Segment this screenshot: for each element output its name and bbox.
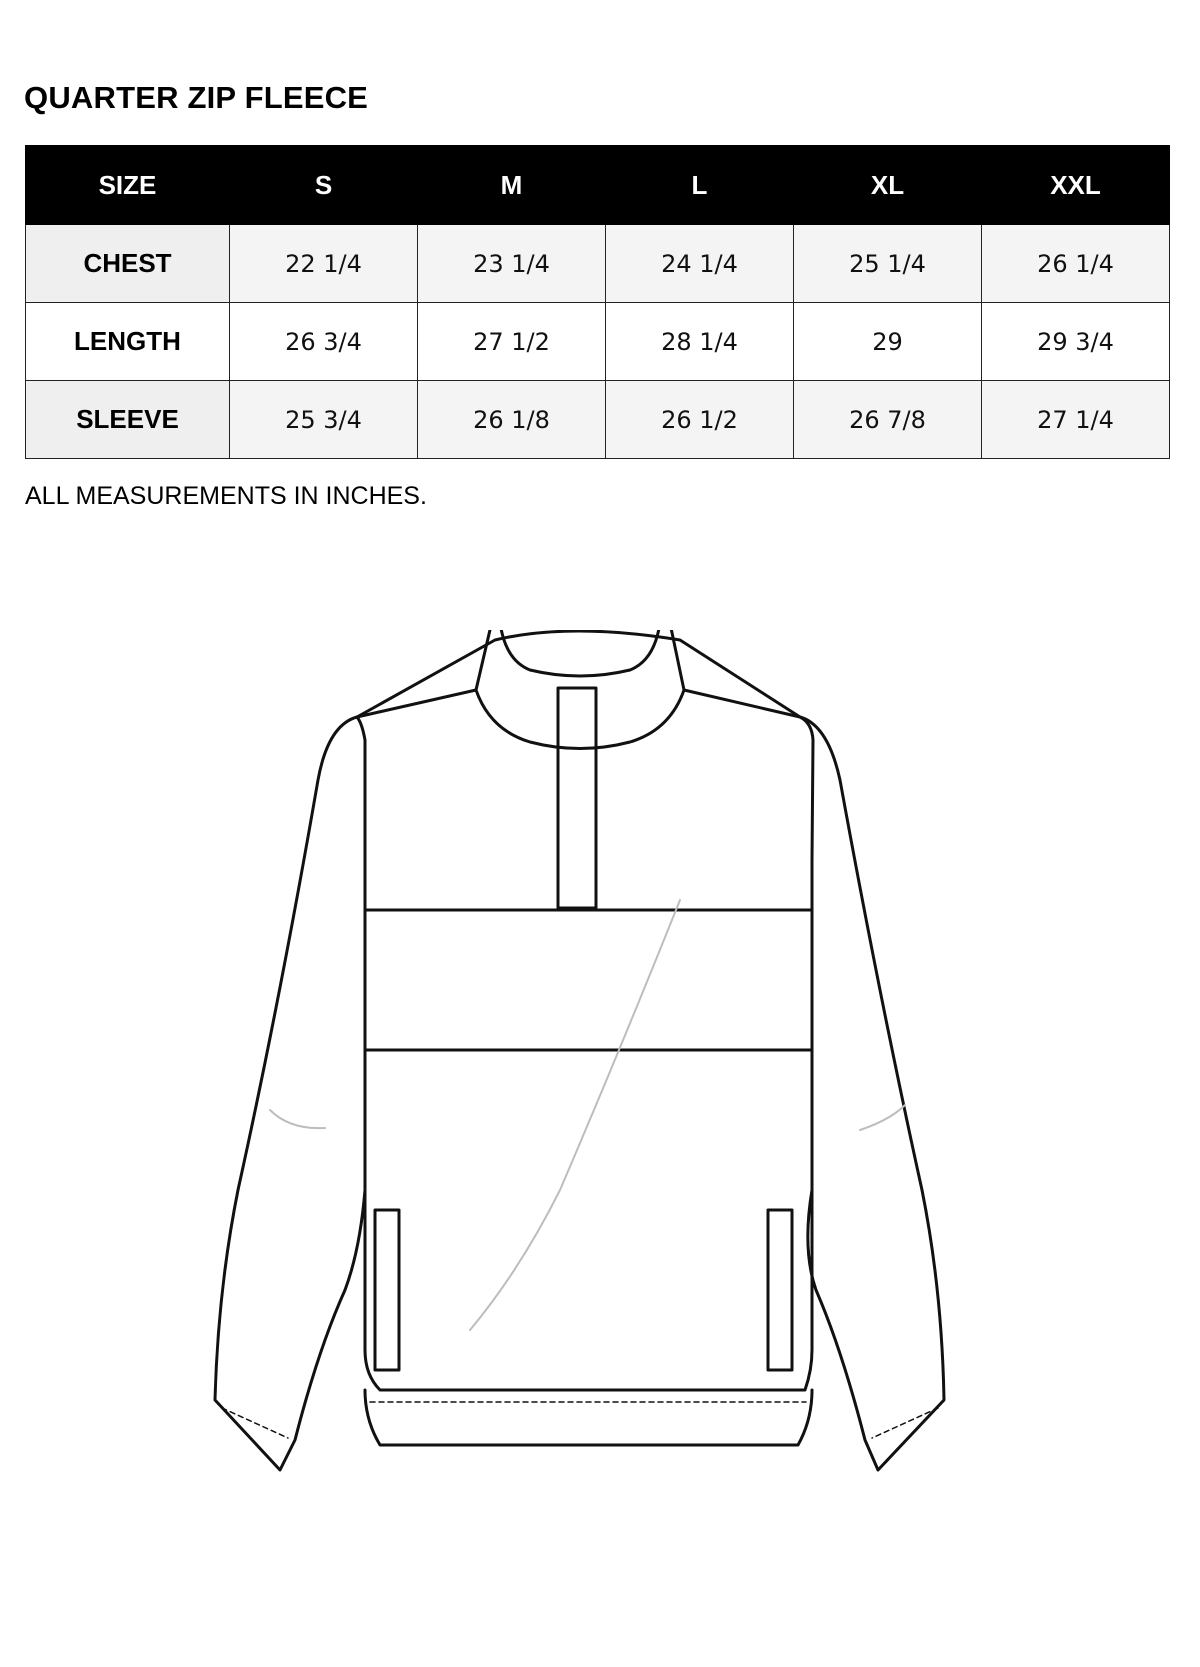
row-label-length: LENGTH [26, 303, 230, 381]
row-label-chest: CHEST [26, 225, 230, 303]
row-label-sleeve: SLEEVE [26, 381, 230, 459]
collar-inner [500, 630, 660, 676]
header-m: M [418, 146, 606, 225]
zip-placket [558, 688, 596, 908]
left-sleeve [215, 717, 365, 1470]
header-xxl: XXL [982, 146, 1170, 225]
page-title: QUARTER ZIP FLEECE [24, 80, 369, 115]
cell-chest-xxl: 26 1/4 [982, 225, 1170, 303]
hem-band [365, 1390, 812, 1445]
quarter-zip-fleece-flat-sketch-icon [200, 630, 1000, 1560]
cell-chest-l: 24 1/4 [606, 225, 794, 303]
header-l: L [606, 146, 794, 225]
cell-length-xxl: 29 3/4 [982, 303, 1170, 381]
cell-length-xl: 29 [794, 303, 982, 381]
cell-sleeve-xl: 26 7/8 [794, 381, 982, 459]
header-xl: XL [794, 146, 982, 225]
size-chart-table [25, 145, 1170, 459]
drape-highlight [470, 900, 680, 1330]
right-pocket [768, 1210, 792, 1370]
cell-length-l: 28 1/4 [606, 303, 794, 381]
table-row-length [26, 303, 1170, 381]
table-header-row [26, 146, 1170, 225]
cell-sleeve-xxl: 27 1/4 [982, 381, 1170, 459]
cell-sleeve-m: 26 1/8 [418, 381, 606, 459]
cell-sleeve-s: 25 3/4 [230, 381, 418, 459]
cell-chest-xl: 25 1/4 [794, 225, 982, 303]
cell-length-m: 27 1/2 [418, 303, 606, 381]
cell-chest-s: 22 1/4 [230, 225, 418, 303]
header-s: S [230, 146, 418, 225]
left-pocket [375, 1210, 399, 1370]
cell-chest-m: 23 1/4 [418, 225, 606, 303]
cell-sleeve-l: 26 1/2 [606, 381, 794, 459]
body-outline [357, 631, 813, 1390]
table-header [26, 146, 1170, 225]
table-body [26, 225, 1170, 459]
measurement-note: ALL MEASUREMENTS IN INCHES. [25, 482, 427, 510]
table-row-chest [26, 225, 1170, 303]
header-size: SIZE [26, 146, 230, 225]
right-sleeve [800, 717, 944, 1470]
table-row-sleeve [26, 381, 1170, 459]
cell-length-s: 26 3/4 [230, 303, 418, 381]
